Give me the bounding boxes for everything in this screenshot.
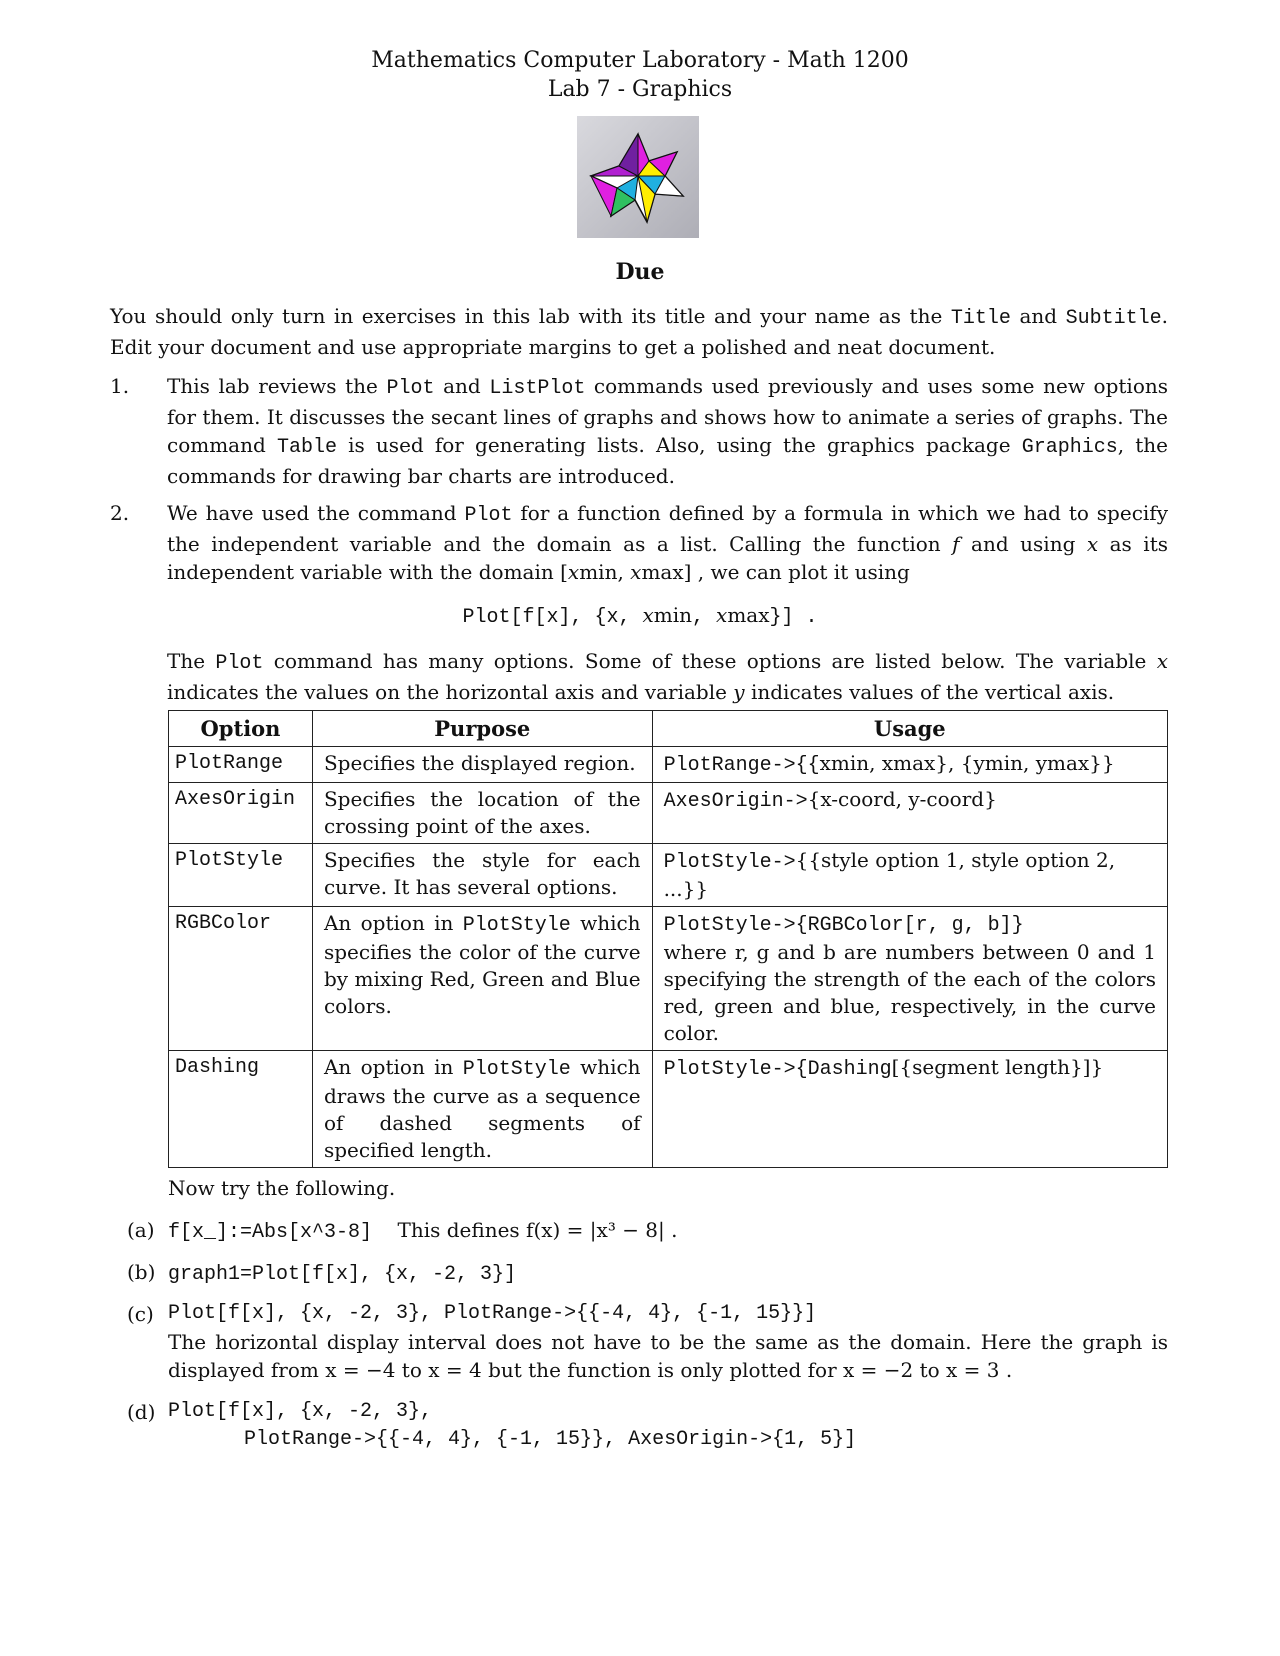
purpose-cell: Specifies the style for each curve. It has several options.	[312, 844, 652, 907]
option-cell: PlotStyle	[169, 844, 313, 907]
exercise-c-text: The horizontal display interval does not have to be the same as the domain. Here the graph is displayed from x = −4 to x = 4 but the function is only plotted for x = −2 to x = 3 .	[168, 1330, 1168, 1382]
stellated-polyhedron-logo-icon	[577, 116, 699, 238]
header-option: Option	[169, 711, 313, 747]
exercise-label: (c)	[127, 1302, 154, 1326]
usage-cell: PlotStyle->{{style option 1, style option 2, ...}}	[652, 844, 1167, 907]
header-purpose: Purpose	[312, 711, 652, 747]
exercise-d	[168, 1398, 1168, 1454]
table-row	[169, 783, 1168, 844]
exercise-d-code-line-2: PlotRange->{{-4, 4}, {-1, 15}}, AxesOrigin->{1, 5}]	[244, 1428, 857, 1451]
purpose-cell: Specifies the location of the crossing point of the axes.	[312, 783, 652, 844]
table-row	[169, 1051, 1168, 1168]
usage-cell: PlotRange->{{xmin, xmax}, {ymin, ymax}}	[652, 747, 1167, 783]
plot-options-table	[168, 710, 1168, 1168]
due-heading: Due	[615, 259, 665, 285]
purpose-cell: An option in PlotStyle which specifies the color of the curve by mixing Red, Green and Blue colors.	[312, 907, 652, 1051]
purpose-cell: Specifies the displayed region.	[312, 747, 652, 783]
purpose-cell: An option in PlotStyle which draws the curve as a sequence of dashed segments of specified length.	[312, 1051, 652, 1168]
option-cell: AxesOrigin	[169, 783, 313, 844]
item-number: 2.	[110, 501, 130, 525]
option-cell: RGBColor	[169, 907, 313, 1051]
exercise-b: graph1=Plot[f[x], {x, -2, 3}]	[168, 1263, 517, 1286]
option-cell: PlotRange	[169, 747, 313, 783]
usage-cell: AxesOrigin->{x-coord, y-coord}	[652, 783, 1167, 844]
exercise-d-code-line-1: Plot[f[x], {x, -2, 3},	[168, 1400, 433, 1423]
item-2-text: We have used the command Plot for a function defined by a formula in which we had to specify the independent variable and the domain as a list. Calling the function f and using x as its independent variable with the domain [xmin, xmax] , we can plot it using	[167, 501, 1168, 584]
intro-paragraph: You should only turn in exercises in this lab with its title and your name as the Title and Subtitle. Edit your document and use appropriate margins to get a polished and neat document.	[110, 304, 1169, 359]
usage-cell: PlotStyle->{Dashing[{segment length}]}	[652, 1051, 1167, 1168]
table-row	[169, 907, 1168, 1051]
item-1-text: This lab reviews the Plot and ListPlot commands used previously and uses some new options for them. It discusses the secant lines of graphs and shows how to animate a series of graphs. The command Table is used for generating lists. Also, using the graphics package Graphics, the commands for drawing bar charts are introduced.	[167, 374, 1169, 488]
usage-cell: PlotStyle->{RGBColor[r, g, b]} where r, g and b are numbers between 0 and 1 specifying the strength of the each of the colors red, green and blue, respectively, in the curve color.	[652, 907, 1167, 1051]
options-intro: The Plot command has many options. Some of these options are listed below. The variable x indicates the values on the horizontal axis and variable y indicates values of the vertical axis.	[167, 649, 1168, 704]
exercise-label: (a)	[127, 1218, 155, 1242]
option-cell: Dashing	[169, 1051, 313, 1168]
exercise-label: (b)	[127, 1260, 156, 1284]
lab-title: Lab 7 - Graphics	[547, 77, 733, 102]
exercise-label: (d)	[127, 1400, 156, 1424]
course-title: Mathematics Computer Laboratory - Math 1200	[371, 48, 909, 73]
logo	[577, 116, 699, 238]
header-usage: Usage	[652, 711, 1167, 747]
table-row	[169, 844, 1168, 907]
now-try-text: Now try the following.	[168, 1176, 396, 1200]
exercise-c	[168, 1300, 1168, 1384]
plot-syntax-display: Plot[f[x], {x, xmin, xmax}] .	[462, 603, 818, 629]
item-number: 1.	[110, 374, 130, 398]
table-row	[169, 747, 1168, 783]
table-header-row	[169, 711, 1168, 747]
exercise-c-code: Plot[f[x], {x, -2, 3}, PlotRange->{{-4, 4}, {-1, 15}}]	[168, 1302, 817, 1325]
exercise-a: f[x_]:=Abs[x^3-8] This defines f(x) = |x³ − 8| .	[168, 1218, 678, 1244]
